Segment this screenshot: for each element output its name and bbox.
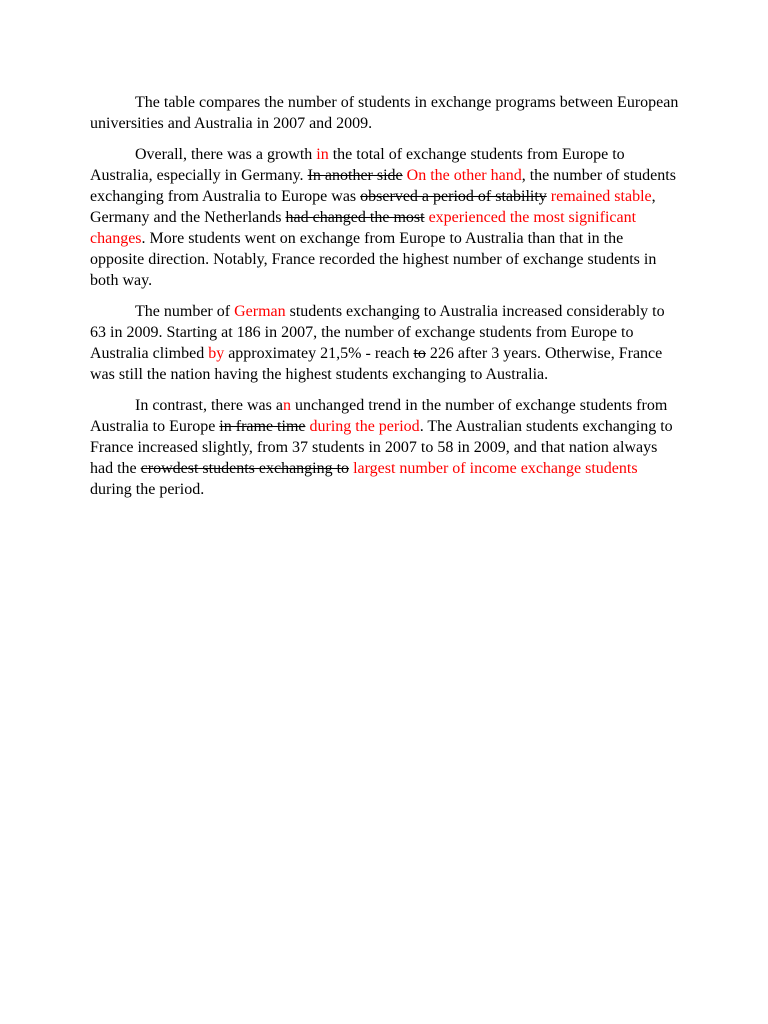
text-segment: In contrast, there was a bbox=[135, 397, 283, 414]
text-segment: , Germany and the Netherlands bbox=[90, 188, 656, 226]
paragraph bbox=[90, 144, 680, 291]
inserted-text: during the period bbox=[309, 418, 420, 435]
text-segment: students exchanging to Australia increased considerably to 63 in 2009. Starting at 186 in 2007, the number of exchange students from Europe to Australia climbed bbox=[90, 303, 665, 362]
document-body bbox=[90, 92, 680, 510]
text-segment: , the number of students exchanging from Australia to Europe was bbox=[90, 167, 676, 205]
deleted-text: had changed the most bbox=[285, 209, 425, 226]
deleted-text: in frame time bbox=[219, 418, 306, 435]
text-segment: during the period. bbox=[90, 481, 205, 498]
text-segment: The number of bbox=[135, 303, 235, 320]
text-segment: unchanged trend in the number of exchange students from Australia to Europe bbox=[90, 397, 668, 435]
inserted-text: remained stable bbox=[550, 188, 652, 205]
text-segment: Overall, there was a growth bbox=[135, 146, 317, 163]
inserted-text: On the other hand bbox=[406, 167, 522, 184]
paragraph bbox=[90, 395, 680, 500]
inserted-text: experienced the most significant changes bbox=[90, 209, 637, 247]
text-segment: . The Australian students exchanging to France increased slightly, from 37 students in 2007 to 58 in 2009, and that nation always had the bbox=[90, 418, 673, 477]
deleted-text: to bbox=[413, 345, 426, 362]
text-segment: The table compares the number of students in exchange programs between European universities and Australia in 2007 and 2009. bbox=[90, 94, 679, 132]
inserted-text: by bbox=[208, 345, 225, 362]
text-segment: . More students went on exchange from Europe to Australia than that in the opposite direction. Notably, France recorded the highest number of exchange students in both way. bbox=[90, 230, 657, 289]
paragraph bbox=[90, 301, 680, 385]
inserted-text: in bbox=[316, 146, 329, 163]
inserted-text: n bbox=[282, 397, 291, 414]
text-segment: approximatey 21,5% - reach bbox=[224, 345, 414, 362]
deleted-text: crowdest students exchanging to bbox=[140, 460, 350, 477]
inserted-text: largest number of income exchange students bbox=[353, 460, 638, 477]
deleted-text: observed a period of stability bbox=[360, 188, 547, 205]
deleted-text: In another side bbox=[307, 167, 403, 184]
inserted-text: German bbox=[234, 303, 286, 320]
text-segment: 226 after 3 years. Otherwise, France was still the nation having the highest students exchanging to Australia. bbox=[90, 345, 663, 383]
text-segment: the total of exchange students from Europe to Australia, especially in Germany. bbox=[90, 146, 625, 184]
paragraph bbox=[90, 92, 680, 134]
